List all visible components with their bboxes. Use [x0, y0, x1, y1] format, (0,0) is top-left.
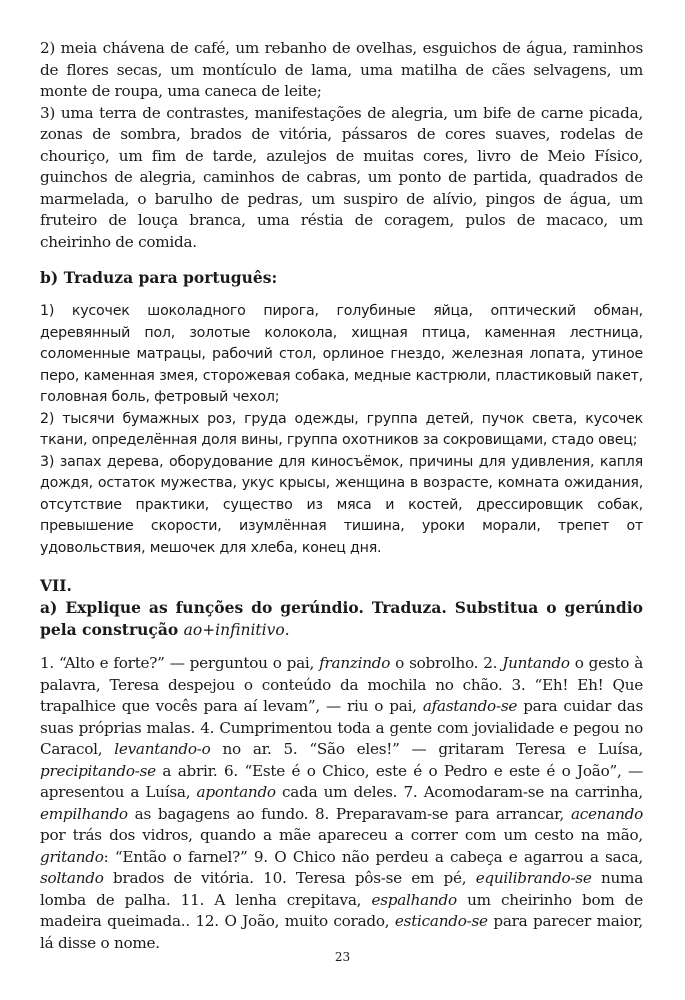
exercise-text: : “Então o farnel?” 9. O Chico não perdeu a cabeça e agarrou a saca,: [103, 847, 643, 866]
exercise-text: no ar. 5. “São eles!” — gritaram Teresa e Luísa,: [210, 740, 643, 758]
exercise-text: brados de vitória. 10. Teresa pôs-se em pé,: [103, 869, 476, 887]
gerund-word: levantando-o: [114, 740, 211, 758]
gerund-word: gritando: [40, 847, 104, 866]
section-b-heading: b) Traduza para português:: [40, 268, 278, 287]
exercise-text: para parecer maior, lá disse o nome.: [40, 912, 643, 952]
heading-italic: ao+infinitivo: [183, 621, 285, 639]
gerund-word: Juntando: [502, 654, 570, 672]
exercise-text: a abrir. 6. “Este é o Chico, este é o Pedro e este é o João”, — apresentou a Luísa,: [40, 761, 643, 801]
gerund-word: precipitando-se: [40, 761, 156, 780]
exercise-text: cada um deles. 7. Acomodaram-se na carrinha,: [275, 783, 643, 801]
gerund-word: apontando: [196, 783, 276, 801]
list-item-1-ru: 1) кусочек шоколадного пирога, голубиные яйца, оптический обман, деревянный пол, золотые колокола, хищная птица, каменная лестница, соломенные матрацы, рабочий стол, орлиное гнездо, железная лопата, утиное перо, каменная змея, сторожевая собака, медные кастрюли, пластиковый пакет, головная боль, фетровый чехол;: [40, 303, 643, 405]
russian-list: [40, 301, 643, 559]
exercise-text: por trás dos vidros, quando a mãe apareceu a correr com um cesto na mão,: [40, 826, 643, 844]
exercise-text: as bagagens ao fundo. 8. Preparavam-se para arrancar,: [127, 804, 571, 823]
gerund-word: equilibrando-se: [475, 869, 592, 887]
gerund-word: acenando: [570, 804, 643, 823]
list-item-3-pt: 3) uma terra de contrastes, manifestações de alegria, um bife de carne picada, zonas de sombra, brados de vitória, pássaros de cores suaves, rodelas de chouriço, um fim de tarde, azulejos de muitas cores, livro de Meio Físico, guinchos de alegria, caminhos de cabras, um ponto de partida, quadrados de marmelada, o barulho de pedras, um suspiro de alívio, pingos de água, um fruteiro de louça branca, uma réstia de coragem, pulos de macaco, um cheirinho de comida.: [40, 103, 643, 251]
exercise-paragraph: [40, 653, 643, 954]
exercise-text: um cheirinho bom de madeira queimada.. 12. O João, muito corado,: [40, 890, 643, 930]
exercise-text: numa lomba de palha. 11. A lenha crepitava,: [40, 869, 643, 909]
heading-end: .: [284, 621, 290, 639]
exercise-text: para cuidar das suas próprias malas. 4. Cumprimentou toda a gente com jovialidade e pegou no Caracol,: [40, 697, 644, 758]
gerund-word: afastando-se: [422, 697, 518, 715]
page-number: 23: [334, 950, 351, 964]
gerund-word: franzindo: [319, 654, 391, 672]
list-item-2-pt: 2) meia chávena de café, um rebanho de ovelhas, esguichos de água, raminhos de flores secas, um montículo de lama, uma matilha de cães selvagens, um monte de roupa, uma caneca de leite;: [40, 39, 643, 100]
list-item-2-ru: 2) тысячи бумажных роз, груда одежды, группа детей, пучок света, кусочек ткани, определённая доля вины, группа охотников за сокровищами, стадо овец;: [40, 410, 643, 448]
section-vii-heading: [40, 597, 643, 641]
section-number: VII.: [40, 576, 72, 595]
gerund-word: empilhando: [40, 804, 128, 823]
exercise-text: o gesto à palavra, Teresa despejou o conteúdo da mochila no chão. 3. “Eh! Eh! Que trapalhice que vocês para aí levam”, — riu o pai,: [40, 654, 644, 715]
gerund-word: esticando-se: [394, 912, 488, 930]
list-item-3-ru: 3) запах дерева, оборудование для киносъёмок, причины для удивления, капля дождя, остаток мужества, укус крысы, женщина в возрасте, комната ожидания, отсутствие практики, существо из мяса и костей, дрессировщик собак, превышение скорости, изумлённая тишина, уроки морали, трепет от удовольствия, мешочек для хлеба, конец дня.: [40, 453, 643, 556]
section-vii: [40, 575, 643, 641]
gerund-word: espalhando: [371, 890, 457, 909]
gerund-word: soltando: [40, 869, 104, 887]
exercise-text: 1. “Alto e forte?” — perguntou o pai,: [40, 654, 320, 672]
exercise-text: o sobrolho. 2.: [390, 654, 503, 672]
heading-text: a) Explique as funções do gerúndio. Traduza. Substitua o gerúndio pela construção: [40, 598, 643, 639]
